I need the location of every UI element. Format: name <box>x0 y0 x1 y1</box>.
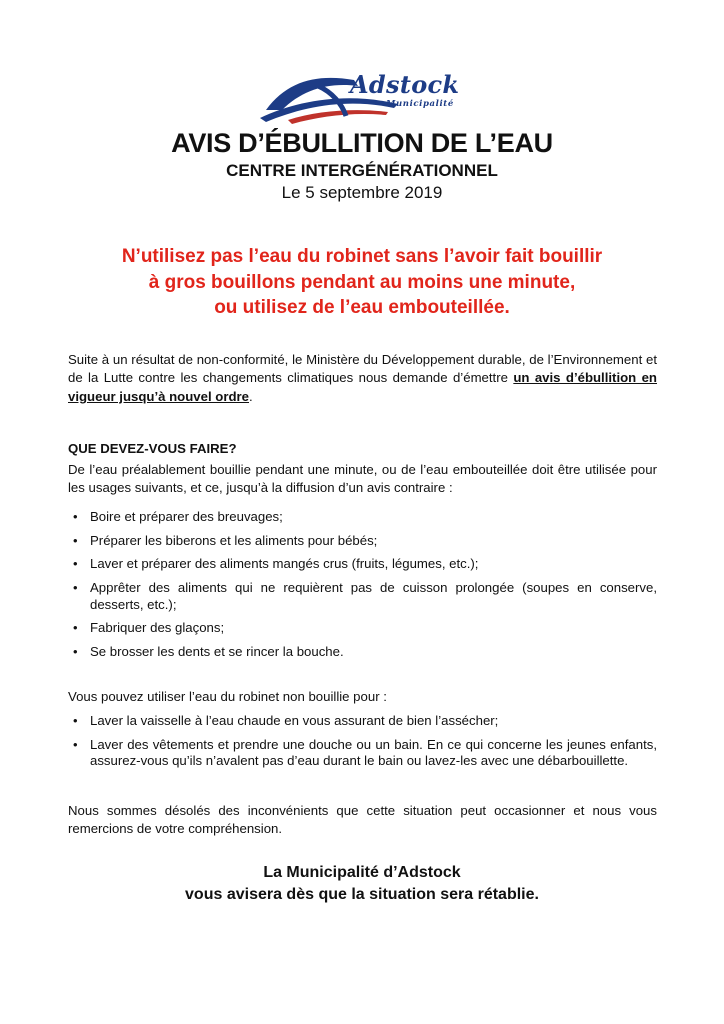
list-item-text: Boire et préparer des breuvages; <box>90 509 283 524</box>
bullet-icon: • <box>73 736 78 752</box>
list-item <box>68 509 657 526</box>
list-item-text: Laver la vaisselle à l’eau chaude en vous assurant de bien l’assécher; <box>90 713 499 728</box>
list-item-text: Apprêter des aliments qui ne requièrent pas de cuisson prolongée (soupes en conserve, desserts, etc.); <box>90 580 657 612</box>
tap-water-paragraph: Vous pouvez utiliser l’eau du robinet non bouillie pour : <box>68 689 387 704</box>
warning-block <box>60 244 664 321</box>
list-item-text: Préparer les biberons et les aliments pour bébés; <box>90 532 378 548</box>
warning-line: N’utilisez pas l’eau du robinet sans l’avoir fait bouillir <box>121 246 603 267</box>
list-item-text: Fabriquer des glaçons; <box>90 620 225 636</box>
list-item-text: Se brosser les dents et se rincer la bouche. <box>90 643 344 659</box>
page-subtitle: CENTRE INTERGÉNÉRATIONNEL <box>226 161 498 180</box>
warning-line: à gros bouillons pendant au moins une minute, <box>148 271 576 293</box>
boiled-water-list <box>68 509 657 668</box>
closing-block <box>0 862 724 905</box>
bullet-icon: • <box>73 556 78 572</box>
logo-name: Adstock <box>350 70 460 99</box>
bullet-icon: • <box>73 580 78 596</box>
list-item <box>68 556 657 573</box>
intro-text: Suite à un résultat de non-conformité, le Ministère du Développement durable, de l’Environnement et de la Lutte contre les changements climatiques nous demande d’émettre <box>68 352 657 386</box>
closing-line: vous avisera dès que la situation sera rétablie. <box>185 885 539 903</box>
list-item <box>68 580 657 613</box>
tap-water-list <box>68 713 657 777</box>
apology-paragraph: Nous sommes désolés des inconvénients que cette situation peut occasionner et nous vous remercions de votre compréhension. <box>68 803 657 837</box>
list-item-text: Laver et préparer des aliments mangés crus (fruits, légumes, etc.); <box>90 556 479 572</box>
bullet-icon: • <box>73 643 78 659</box>
bullet-icon: • <box>73 509 78 524</box>
list-item <box>68 737 657 770</box>
list-item <box>68 533 657 550</box>
notice-date: Le 5 septembre 2019 <box>281 183 443 202</box>
bullet-icon: • <box>73 532 78 548</box>
page-title: AVIS D’ÉBULLITION DE L’EAU <box>171 128 553 158</box>
adstock-logo <box>258 70 468 126</box>
section-heading: QUE DEVEZ-VOUS FAIRE? <box>68 441 237 456</box>
logo-subtitle: Municipalité <box>386 99 454 109</box>
bullet-icon: • <box>73 620 78 636</box>
section-paragraph: De l’eau préalablement bouillie pendant une minute, ou de l’eau embouteillée doit être utilisée pour les usages suivants, et ce, jusqu’à la diffusion d’un avis contraire : <box>68 462 657 496</box>
list-item <box>68 713 657 730</box>
bullet-icon: • <box>73 713 78 728</box>
intro-emphasis: un avis d’ébullition en vigueur jusqu’à nouvel ordre <box>68 370 657 404</box>
intro-end: . <box>249 388 253 404</box>
intro-paragraph <box>68 351 657 406</box>
list-item <box>68 620 657 637</box>
list-item-text: Laver des vêtements et prendre une douche ou un bain. En ce qui concerne les jeunes enfants, assurez-vous qu’ils n’avalent pas d’eau durant le bain ou lavez-les avec une débarbouillette. <box>90 736 657 769</box>
list-item <box>68 644 657 661</box>
warning-line: ou utilisez de l’eau embouteillée. <box>214 297 510 318</box>
closing-line: La Municipalité d’Adstock <box>263 864 461 881</box>
